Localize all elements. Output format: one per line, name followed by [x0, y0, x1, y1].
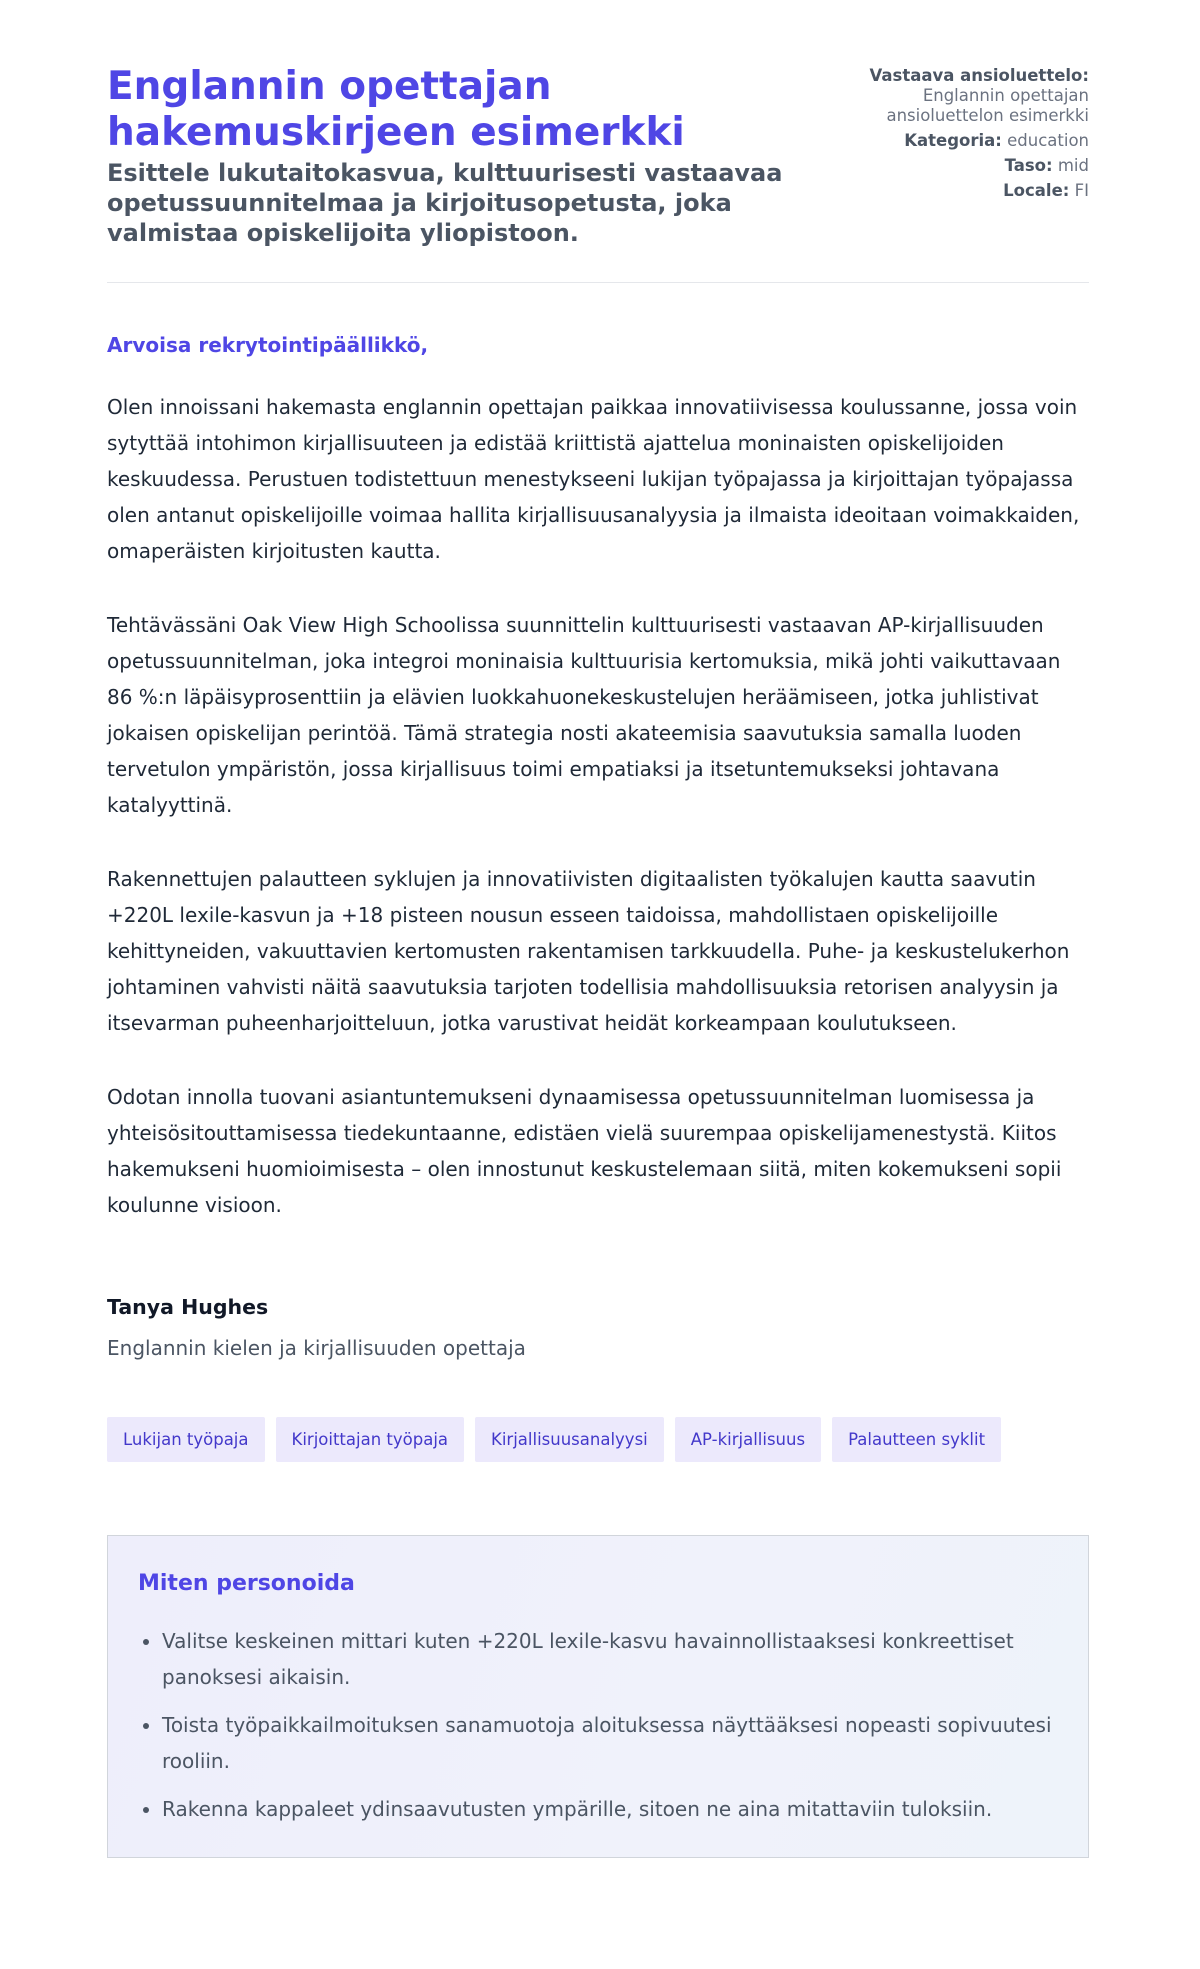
personalize-tips-box	[107, 1535, 1089, 1858]
meta-level-value: mid	[1057, 156, 1089, 175]
tips-list	[138, 1623, 1058, 1827]
header-titles	[107, 64, 834, 248]
tips-list-item: • Rakenna kappaleet ydinsaavutusten ympärille, sitoen ne aina mitattaviin tuloksiin.	[162, 1791, 1058, 1827]
meta-resume	[834, 66, 1089, 126]
meta-panel	[834, 64, 1089, 206]
header	[107, 64, 1089, 248]
letter-paragraph: Rakennettujen palautteen syklujen ja innovatiivisten digitaalisten työkalujen kautta saavutin +220L lexile-kasvun ja +18 pisteen nousun esseen taidoissa, mahdollistaen opiskelijoille kehittyneiden, vakuuttavien kertomusten rakentamisen tarkkuudella. Puhe- ja keskustelukerhon johtaminen vahvisti näitä saavutuksia tarjoten todellisia mahdollisuuksia retorisen analyysin ja itsevarman puheenharjoitteluun, jotka varustivat heidät korkeampaan koulutukseen.	[107, 867, 1070, 1035]
meta-locale	[834, 181, 1089, 201]
page-title: Englannin opettajan hakemuskirjeen esimerkki	[107, 64, 685, 155]
meta-category	[834, 131, 1089, 151]
meta-resume-label: Vastaava ansioluettelo:	[869, 66, 1089, 85]
skill-tag: Lukijan työpaja	[107, 1417, 265, 1462]
meta-level-label: Taso:	[1004, 156, 1053, 175]
meta-locale-label: Locale:	[1003, 181, 1070, 200]
letter-body	[107, 389, 1089, 1223]
meta-resume-link[interactable]: Englannin opettajan ansioluettelon esimerkki	[886, 86, 1089, 125]
skill-tags	[107, 1417, 1089, 1462]
meta-locale-value: FI	[1074, 181, 1089, 200]
letter-paragraph: Olen innoissani hakemasta englannin opettajan paikkaa innovatiivisessa koulussanne, jossa voin sytyttää intohimon kirjallisuuteen ja edistää kriittistä ajattelua moninaisten opiskelijoiden keskuudessa. Perustuen todistettuun menestykseeni lukijan työpajassa ja kirjoittajan työpajassa olen antanut opiskelijoille voimaa hallita kirjallisuusanalyysia ja ilmaista ideoitaan voimakkaiden, omaperäisten kirjoitusten kautta.	[107, 395, 1080, 563]
meta-category-label: Kategoria:	[904, 131, 1002, 150]
tips-list-item: • Valitse keskeinen mittari kuten +220L lexile-kasvu havainnollistaaksesi konkreettiset panoksesi aikaisin.	[162, 1623, 1058, 1695]
salutation: Arvoisa rekrytointipäällikkö,	[107, 333, 429, 357]
skill-tag: AP-kirjallisuus	[675, 1417, 821, 1462]
letter-paragraph: Tehtävässäni Oak View High Schoolissa suunnittelin kulttuurisesti vastaavan AP-kirjallisuuden opetussuunnitelman, joka integroi moninaisia kulttuurisia kertomuksia, mikä johti vaikuttavaan 86 %:n läpäisyprosenttiin ja elävien luokkahuonekeskustelujen heräämiseen, jotka juhlistivat jokaisen opiskelijan perintöä. Tämä strategia nosti akateemisia saavutuksia samalla luoden tervetulon ympäristön, jossa kirjallisuus toimi empatiaksi ja itsetuntemukseksi johtavana katalyyttinä.	[107, 613, 1061, 817]
page-subtitle: Esittele lukutaitokasvua, kulttuurisesti vastaavaa opetussuunnitelmaa ja kirjoitusopetusta, joka valmistaa opiskelijoita yliopistoon.	[107, 159, 783, 247]
meta-level	[834, 156, 1089, 176]
skill-tag: Kirjallisuusanalyysi	[475, 1417, 664, 1462]
tips-list-item: • Toista työpaikkailmoituksen sanamuotoja aloituksessa näyttääksesi nopeasti sopivuutesi rooliin.	[162, 1707, 1058, 1779]
content-column	[107, 64, 1089, 1858]
meta-category-value: education	[1007, 131, 1089, 150]
letter-paragraph: Odotan innolla tuovani asiantuntemukseni dynaamisessa opetussuunnitelman luomisessa ja yhteisösitouttamisessa tiedekuntaanne, edistäen vielä suurempaa opiskelijamenestystä. Kiitos hakemukseni huomioimisesta – olen innostunut keskustelemaan siitä, miten kokemukseni sopii koulunne visioon.	[107, 1085, 1062, 1217]
header-divider	[107, 282, 1089, 283]
signature-title: Englannin kielen ja kirjallisuuden opettaja	[107, 1336, 526, 1360]
tips-heading: Miten personoida	[138, 1571, 355, 1596]
skill-tag: Kirjoittajan työpaja	[276, 1417, 465, 1462]
skill-tag: Palautteen syklit	[832, 1417, 1001, 1462]
signature-name: Tanya Hughes	[107, 1295, 269, 1319]
